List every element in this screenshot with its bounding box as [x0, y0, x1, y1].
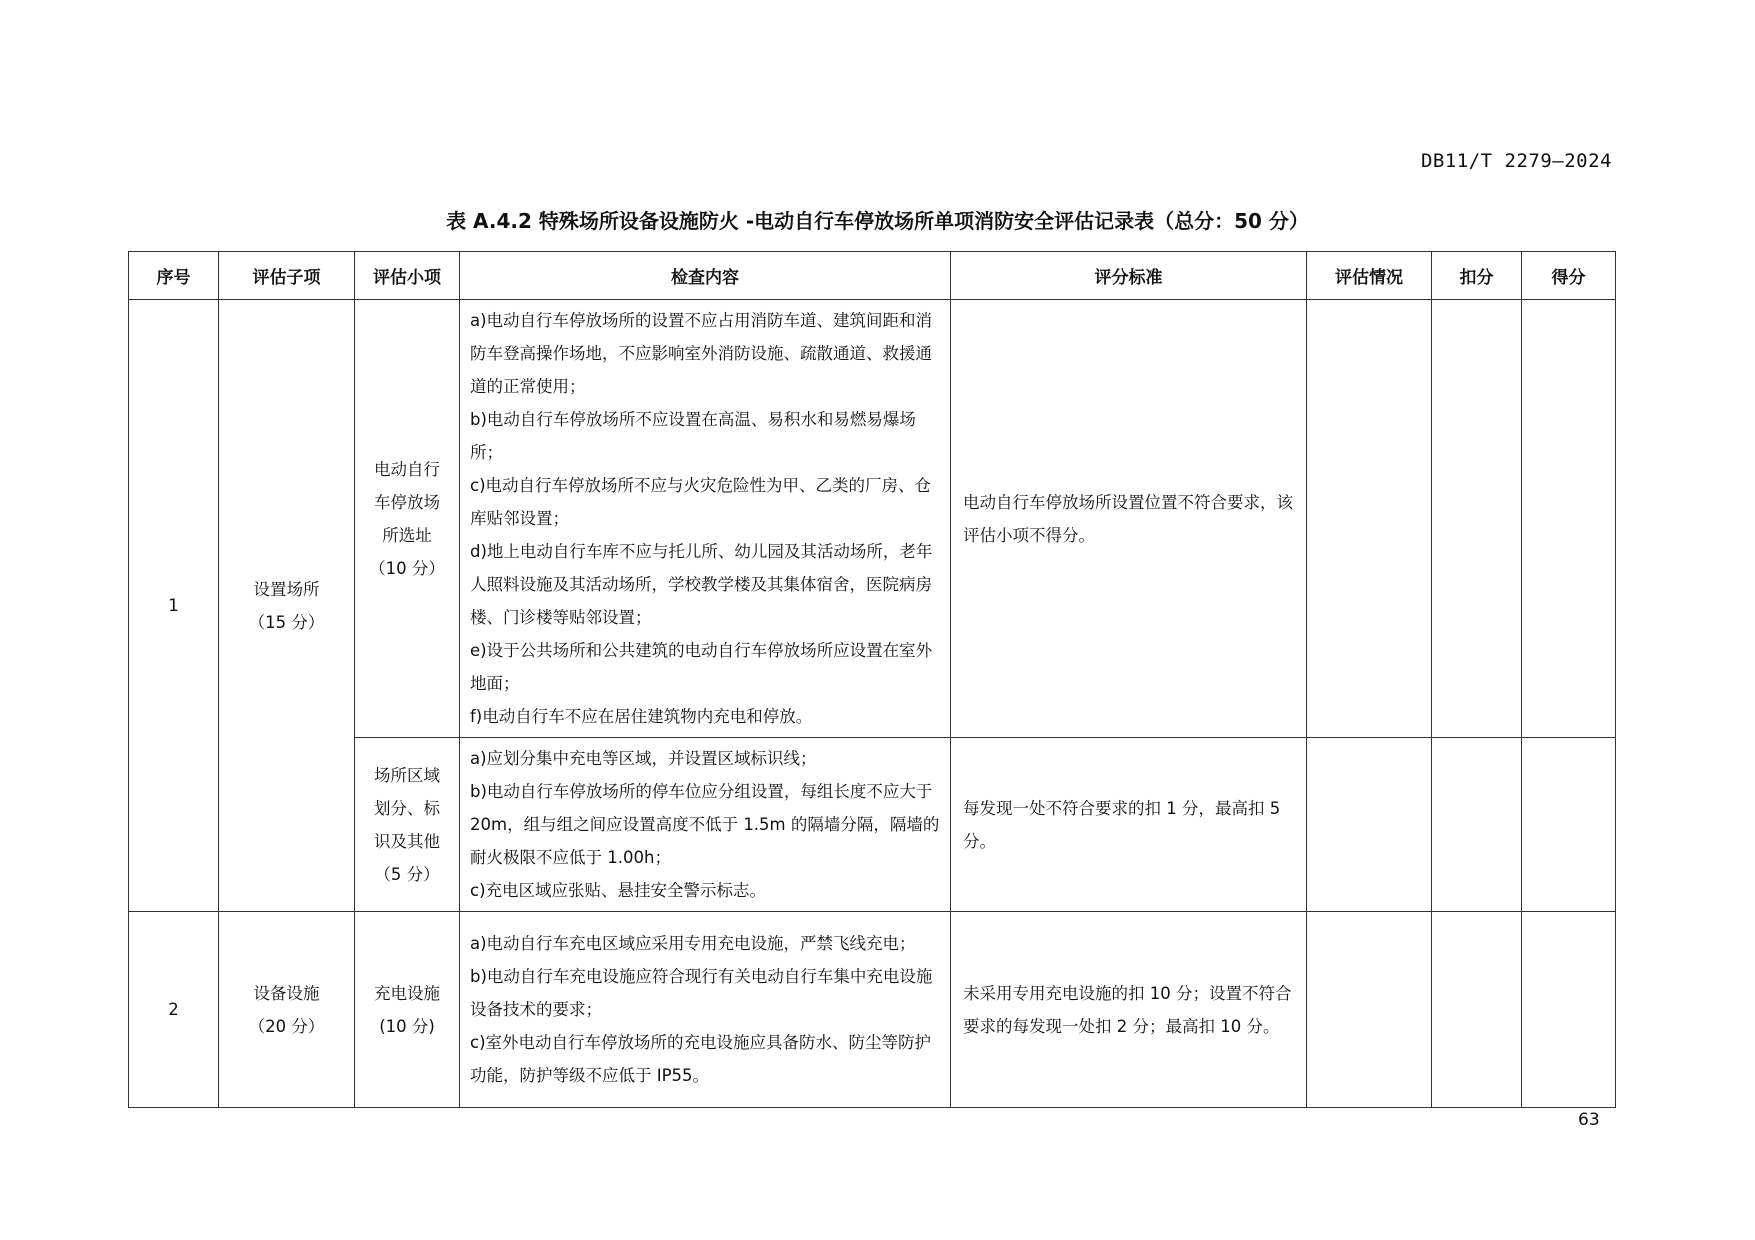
minor-item-line: （5 分）: [374, 864, 440, 884]
page-number: 63: [1578, 1110, 1600, 1130]
subitem-cell: [219, 912, 355, 1108]
assessment-status-cell[interactable]: [1307, 738, 1432, 912]
scoring-criteria-cell: 每发现一处不符合要求的扣 1 分，最高扣 5 分。: [951, 738, 1307, 912]
minor-item-line: 场所区域: [374, 765, 440, 785]
minor-item-line: 划分、标: [374, 798, 440, 818]
col-header-minor: 评估小项: [355, 252, 460, 300]
score-cell[interactable]: [1522, 300, 1616, 738]
check-item: a)电动自行车停放场所的设置不应占用消防车道、建筑间距和消防车登高操作场地，不应影响室外消防设施、疏散通道、救援通道的正常使用；: [470, 311, 933, 396]
col-header-status: 评估情况: [1307, 252, 1432, 300]
minor-item-line: 充电设施: [374, 983, 440, 1003]
table-row: [129, 912, 1616, 1108]
col-header-deduct: 扣分: [1432, 252, 1522, 300]
check-item: d)地上电动自行车库不应与托儿所、幼儿园及其活动场所，老年人照料设施及其活动场所，学校教学楼及其集体宿舍，医院病房楼、门诊楼等贴邻设置；: [470, 542, 933, 627]
check-item: c)充电区域应张贴、悬挂安全警示标志。: [470, 881, 767, 900]
scoring-criteria-cell: 未采用专用充电设施的扣 10 分；设置不符合要求的每发现一处扣 2 分；最高扣 10 分。: [951, 912, 1307, 1108]
subitem-name: 设置场所: [253, 579, 320, 599]
assessment-status-cell[interactable]: [1307, 300, 1432, 738]
check-content-cell: [460, 738, 951, 912]
check-content-cell: [460, 300, 951, 738]
deduct-cell[interactable]: [1432, 738, 1522, 912]
col-header-no: 序号: [129, 252, 219, 300]
check-item: b)电动自行车停放场所的停车位应分组设置，每组长度不应大于 20m，组与组之间应设置高度不低于 1.5m 的隔墙分隔，隔墙的耐火极限不应低于 1.00h；: [470, 782, 940, 867]
check-item: a)应划分集中充电等区域，并设置区域标识线；: [470, 749, 817, 768]
col-header-score: 得分: [1522, 252, 1616, 300]
subitem-cell: [219, 300, 355, 912]
check-item: b)电动自行车停放场所不应设置在高温、易积水和易燃易爆场所；: [470, 410, 916, 462]
check-item: f)电动自行车不应在居住建筑物内充电和停放。: [470, 707, 813, 726]
check-item: c)电动自行车停放场所不应与火灾危险性为甲、乙类的厂房、仓库贴邻设置；: [470, 476, 932, 528]
minor-item-line: 识及其他: [374, 831, 440, 851]
deduct-cell[interactable]: [1432, 300, 1522, 738]
check-item: b)电动自行车充电设施应符合现行有关电动自行车集中充电设施设备技术的要求；: [470, 967, 933, 1019]
subitem-points: （15 分）: [248, 612, 325, 632]
score-cell[interactable]: [1522, 912, 1616, 1108]
row-number: 1: [129, 300, 219, 912]
table-row: [129, 300, 1616, 738]
minor-item-cell: [355, 738, 460, 912]
row-number: 2: [129, 912, 219, 1108]
col-header-criteria: 评分标准: [951, 252, 1307, 300]
check-content-cell: [460, 912, 951, 1108]
scoring-criteria-cell: 电动自行车停放场所设置位置不符合要求，该评估小项不得分。: [951, 300, 1307, 738]
col-header-content: 检查内容: [460, 252, 951, 300]
assessment-table: [128, 251, 1616, 1108]
check-item: a)电动自行车充电区域应采用专用充电设施，严禁飞线充电；: [470, 934, 916, 953]
document-code: DB11/T 2279—2024: [1420, 150, 1612, 172]
minor-item-cell: [355, 912, 460, 1108]
table-title: 表 A.4.2 特殊场所设备设施防火 -电动自行车停放场所单项消防安全评估记录表（总分：50 分）: [446, 209, 1309, 233]
score-cell[interactable]: [1522, 738, 1616, 912]
assessment-status-cell[interactable]: [1307, 912, 1432, 1108]
deduct-cell[interactable]: [1432, 912, 1522, 1108]
minor-item-line: 电动自行: [374, 459, 440, 479]
subitem-points: （20 分）: [248, 1016, 325, 1036]
minor-item-line: （10 分）: [369, 558, 445, 578]
check-item: c)室外电动自行车停放场所的充电设施应具备防水、防尘等防护功能，防护等级不应低于 IP55。: [470, 1033, 932, 1085]
check-item: e)设于公共场所和公共建筑的电动自行车停放场所应设置在室外地面；: [470, 641, 933, 693]
subitem-name: 设备设施: [253, 983, 320, 1003]
minor-item-line: 车停放场: [374, 492, 440, 512]
col-header-subitem: 评估子项: [219, 252, 355, 300]
minor-item-line: 所选址: [382, 525, 432, 545]
table-header-row: [129, 252, 1616, 300]
minor-item-cell: [355, 300, 460, 738]
minor-item-line: (10 分): [379, 1016, 435, 1036]
